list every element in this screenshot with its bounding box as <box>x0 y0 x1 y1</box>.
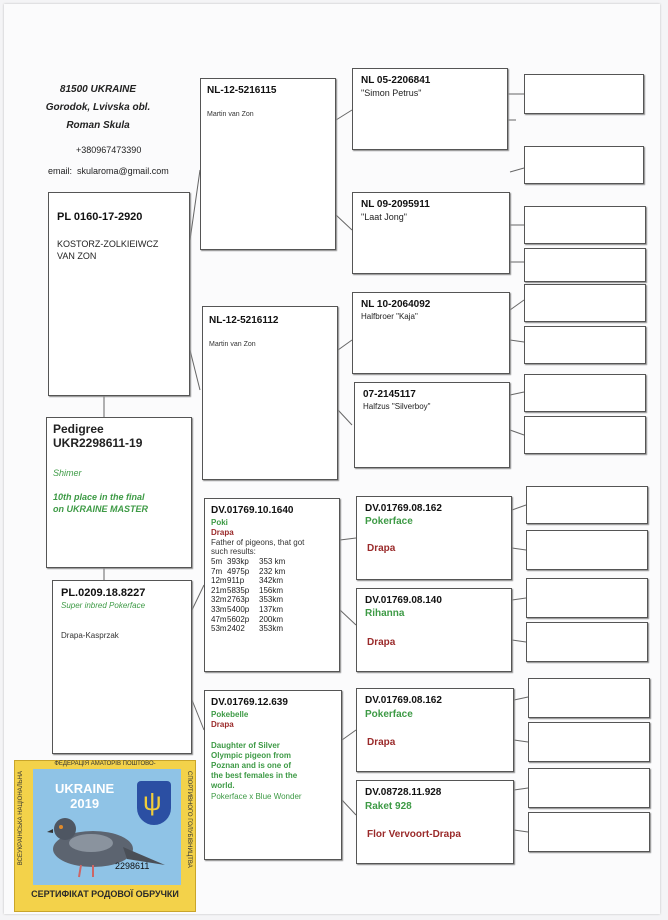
dss-box <box>356 496 512 580</box>
ds-box <box>204 498 340 672</box>
sd-box <box>202 306 338 480</box>
certificate-caption: СЕРТИФІКАТ РОДОВОЇ ОБРУЧКИ <box>31 889 179 899</box>
dd-breeder: Drapa <box>211 720 234 729</box>
subject-color: Shimer <box>53 468 82 478</box>
result-row: 33m5400p 137km <box>211 604 284 614</box>
g4-box <box>526 578 648 618</box>
g4-box <box>526 622 648 662</box>
sdd-box <box>354 382 510 468</box>
certificate-top-text: ФЕДЕРАЦІЯ АМАТОРІВ ПОШТОВО- <box>54 761 156 767</box>
sss-ring: NL 05-2206841 <box>361 75 431 86</box>
subject-box <box>46 417 192 568</box>
g4-box <box>524 416 646 454</box>
sire-line2: VAN ZON <box>57 251 97 261</box>
certificate-title <box>55 781 114 811</box>
result-row: 53m2402 353km <box>211 624 284 634</box>
owner-phone: +380967473390 <box>76 145 142 155</box>
sire-box <box>48 192 190 396</box>
dd-parents: Pokerface x Blue Wonder <box>211 792 302 801</box>
dds-name: Pokerface <box>365 709 413 720</box>
g4-box <box>524 284 646 322</box>
dam-breeder: Drapa-Kasprzak <box>61 631 119 640</box>
owner-address: 81500 UKRAINE <box>59 84 137 95</box>
ds-breeder: Drapa <box>211 528 234 537</box>
result-row: 21m5835p 156km <box>211 585 284 595</box>
g4-box <box>528 678 650 718</box>
ddd-breeder: Flor Vervoort-Drapa <box>367 829 461 840</box>
ss-box <box>200 78 336 250</box>
sss-box <box>352 68 508 150</box>
g4-box <box>524 374 646 412</box>
certificate-side-right: СПОРТИВНОГО ГОЛУБІВНИЦТВА <box>186 771 192 868</box>
owner-email <box>48 166 169 176</box>
ss-ring: NL-12-5216115 <box>207 85 277 96</box>
subject-achievement-1: 10th place in the final <box>53 492 145 502</box>
g4-box <box>528 722 650 762</box>
g4-box <box>524 326 646 364</box>
result-row: 12m911p 342km <box>211 576 284 586</box>
dss-name: Pokerface <box>365 516 413 527</box>
owner-name: Roman Skula <box>66 120 130 131</box>
result-row: 47m5602p 200km <box>211 614 284 624</box>
ss-breeder: Martin van Zon <box>207 111 254 118</box>
sdd-ring: 07-2145117 <box>363 389 416 400</box>
sd-ring: NL-12-5216112 <box>209 315 279 326</box>
certificate-country: UKRAINE <box>55 781 115 796</box>
g4-box <box>524 248 646 282</box>
owner-city: Gorodok, Lvivska obl. <box>45 102 151 113</box>
g4-box <box>524 146 644 184</box>
result-row: 32m2763p 353km <box>211 595 284 605</box>
subject-title: Pedigree <box>53 422 104 436</box>
ssd-name: "Laat Jong" <box>361 212 407 222</box>
ddd-ring: DV.08728.11.928 <box>365 787 442 798</box>
dss-ring: DV.01769.08.162 <box>365 503 442 514</box>
dd-desc-1: Daughter of Silver <box>211 741 280 750</box>
dds-ring: DV.01769.08.162 <box>365 695 442 706</box>
sss-name: "Simon Petrus" <box>361 88 422 98</box>
result-row: 5m 393kp 353 km <box>211 557 286 566</box>
g4-box <box>524 206 646 244</box>
dsd-name: Rihanna <box>365 608 405 619</box>
ddd-box <box>356 780 514 864</box>
dds-breeder: Drapa <box>367 737 396 748</box>
sds-box <box>352 292 510 374</box>
sdd-name: Halfzus "Silverboy" <box>363 402 431 411</box>
trident-icon: ψ <box>143 786 162 816</box>
dam-ring: PL.0209.18.8227 <box>61 587 146 599</box>
sire-line1: KOSTORZ-ZOLKIEIWCZ <box>57 239 159 249</box>
certificate-side-left: ВСЕУКРАЇНСЬКА НАЦІОНАЛЬНА <box>18 771 24 866</box>
g4-box <box>528 768 650 808</box>
g4-box <box>528 812 650 852</box>
ssd-ring: NL 09-2095911 <box>361 199 430 210</box>
subject-achievement-2: on UKRAINE MASTER <box>53 504 148 514</box>
ds-results-table <box>211 557 285 634</box>
g4-box <box>524 74 644 114</box>
g4-box <box>526 530 648 570</box>
ddd-name: Raket 928 <box>365 801 412 812</box>
dd-desc-2: Olympic pigeon from <box>211 751 292 760</box>
certificate-year: 2019 <box>70 796 100 811</box>
dam-box <box>52 580 192 754</box>
dsd-breeder: Drapa <box>367 637 396 648</box>
ds-note-1: Father of pigeons, that got <box>211 538 305 547</box>
ring-certificate <box>14 760 196 912</box>
dd-ring: DV.01769.12.639 <box>211 697 288 708</box>
ds-name: Poki <box>211 518 228 527</box>
email-value: skularoma@gmail.com <box>77 166 169 176</box>
ssd-box <box>352 192 510 274</box>
g4-box <box>526 486 648 524</box>
dsd-ring: DV.01769.08.140 <box>365 595 442 606</box>
email-label: email: <box>48 166 73 176</box>
sds-ring: NL 10-2064092 <box>361 299 431 310</box>
sd-breeder: Martin van Zon <box>209 341 256 348</box>
result-row: 7m 4975p 232 km <box>211 566 286 576</box>
sds-name: Halfbroer "Kaja" <box>361 312 418 321</box>
dss-breeder: Drapa <box>367 543 396 554</box>
dsd-box <box>356 588 512 672</box>
dd-name: Pokebelle <box>211 710 249 719</box>
dam-desc: Super inbred Pokerface <box>61 601 146 610</box>
dd-box <box>204 690 342 860</box>
dds-box <box>356 688 514 772</box>
sire-ring: PL 0160-17-2920 <box>57 211 143 223</box>
dd-desc-3: Poznan and is one of <box>211 761 292 770</box>
ds-ring: DV.01769.10.1640 <box>211 505 294 516</box>
dd-desc-4: the best females in the <box>211 771 298 780</box>
subject-ring: UKR2298611-19 <box>53 436 143 450</box>
certificate-number: 2298611 <box>115 861 150 871</box>
ds-note-2: such results: <box>211 547 256 556</box>
dd-desc-5: world. <box>211 781 235 790</box>
